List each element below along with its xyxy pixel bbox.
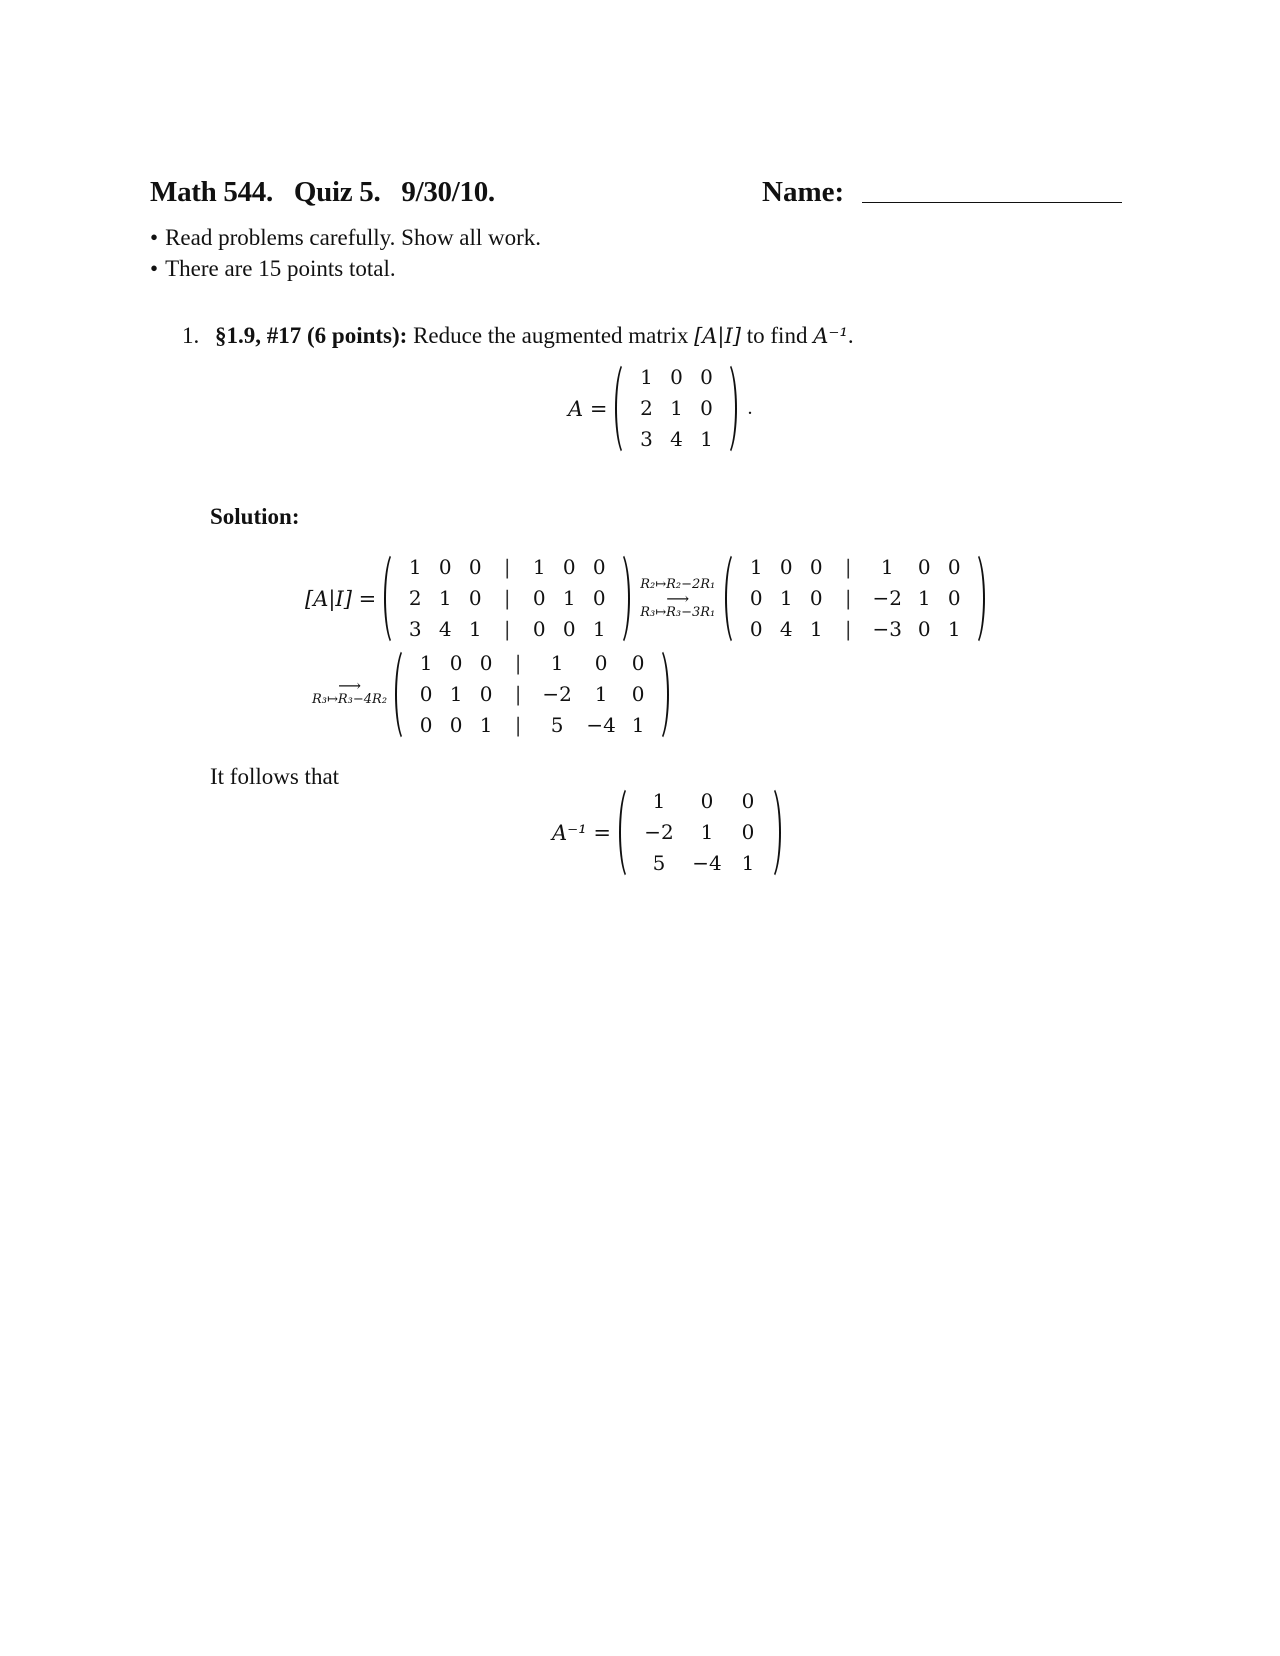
cell: 0	[449, 651, 463, 675]
cell: 0	[631, 651, 645, 675]
cell: 0	[917, 555, 931, 579]
cell: 0	[809, 555, 823, 579]
cell: 4	[438, 617, 452, 641]
cell: 1	[700, 820, 714, 844]
course-label: Math 544.	[150, 176, 273, 208]
inverse-label	[552, 821, 611, 845]
matrix-step1-grid	[737, 550, 973, 647]
divider: |	[503, 617, 511, 641]
left-paren	[725, 550, 737, 647]
cell: 1	[408, 555, 422, 579]
instruction-item: • Read problems carefully. Show all work.	[150, 222, 541, 253]
matrix-A-label	[568, 397, 607, 421]
arrow-icon: ⟶	[338, 675, 361, 695]
row-operation-2	[312, 675, 388, 709]
matrix-A-grid	[627, 360, 725, 457]
right-paren	[769, 784, 781, 881]
cell: 0	[594, 651, 608, 675]
cell: 0	[700, 396, 713, 420]
cell: 0	[562, 555, 576, 579]
divider: |	[503, 555, 511, 579]
left-paren	[395, 646, 407, 743]
period: .	[847, 323, 854, 348]
row-operation-1	[640, 576, 715, 622]
label-text: A =	[568, 396, 608, 421]
cell: 1	[947, 617, 961, 641]
augmented-lhs	[305, 587, 376, 611]
period: .	[747, 397, 753, 419]
cell: 1	[631, 713, 645, 737]
cell: 0	[562, 617, 576, 641]
arrow-icon: ⟶	[666, 588, 690, 608]
cell: 1	[741, 851, 755, 875]
cell: 0	[700, 789, 714, 813]
cell: 1	[479, 713, 493, 737]
cell: 0	[947, 555, 961, 579]
matrix-step2-grid	[407, 646, 657, 743]
reduction-step-2	[312, 646, 669, 743]
instruction-item: • There are 15 points total.	[150, 253, 541, 284]
cell: 0	[741, 789, 755, 813]
cell: −2	[542, 682, 572, 706]
right-paren	[657, 646, 669, 743]
cell: 1	[468, 617, 482, 641]
cell: 5	[550, 713, 564, 737]
cell: 1	[749, 555, 763, 579]
cell: 0	[631, 682, 645, 706]
cell: 1	[880, 555, 894, 579]
quiz-title	[150, 176, 495, 209]
divider: |	[514, 713, 522, 737]
cell: 0	[592, 586, 606, 610]
cell: −4	[586, 713, 616, 737]
cell: 4	[670, 427, 683, 451]
divider: |	[844, 617, 852, 641]
problem-statement	[182, 323, 854, 349]
cell: 0	[468, 586, 482, 610]
cell: 1	[779, 586, 793, 610]
quiz-date: 9/30/10.	[401, 176, 495, 208]
cell: 0	[419, 713, 433, 737]
row-op-text: R₃↦R₃−4R₂	[312, 691, 388, 707]
cell: 1	[592, 617, 606, 641]
divider: |	[514, 651, 522, 675]
cell: 1	[532, 555, 546, 579]
right-paren	[618, 550, 630, 647]
left-paren	[619, 784, 631, 881]
cell: 1	[652, 789, 666, 813]
cell: 0	[532, 586, 546, 610]
divider: |	[514, 682, 522, 706]
name-label: Name:	[762, 176, 845, 208]
left-paren	[615, 360, 627, 457]
cell: 1	[449, 682, 463, 706]
cell: 0	[947, 586, 961, 610]
matrix-step1	[725, 550, 985, 647]
problem-reference: §1.9, #17 (6 points):	[215, 323, 408, 348]
cell: 0	[700, 365, 713, 389]
cell: 1	[550, 651, 564, 675]
matrix-A-inverse-grid	[631, 784, 769, 881]
inverse-notation: A⁻¹	[813, 324, 848, 348]
matrix-A-display	[568, 360, 752, 457]
left-paren	[384, 550, 396, 647]
solution-label: Solution:	[210, 504, 300, 529]
right-paren	[973, 550, 985, 647]
cell: 2	[640, 396, 653, 420]
divider: |	[844, 555, 852, 579]
cell: 0	[479, 682, 493, 706]
cell: 1	[640, 365, 653, 389]
cell: 3	[640, 427, 653, 451]
cell: 0	[449, 713, 463, 737]
instructions-list	[150, 222, 541, 284]
cell: 0	[779, 555, 793, 579]
label-text: A⁻¹ =	[552, 820, 611, 845]
cell: 3	[408, 617, 422, 641]
problem-text: Reduce the augmented matrix	[413, 323, 689, 348]
cell: 0	[809, 586, 823, 610]
label-text: [A|I] =	[305, 586, 377, 611]
divider: |	[844, 586, 852, 610]
cell: −4	[692, 851, 722, 875]
right-paren	[725, 360, 737, 457]
cell: 1	[917, 586, 931, 610]
cell: 1	[438, 586, 452, 610]
conclusion-text: It follows that	[210, 764, 340, 789]
cell: 1	[419, 651, 433, 675]
row-op-text: R₂↦R₂−2R₁	[640, 576, 716, 592]
cell: 0	[479, 651, 493, 675]
cell: 5	[652, 851, 666, 875]
matrix-step0-grid	[396, 550, 618, 647]
problem-text: to find	[746, 323, 808, 348]
reduction-step-1	[305, 550, 985, 647]
cell: 4	[779, 617, 793, 641]
cell: 2	[408, 586, 422, 610]
cell: 0	[532, 617, 546, 641]
problem-number: 1.	[182, 323, 200, 348]
cell: 0	[468, 555, 482, 579]
cell: 1	[670, 396, 683, 420]
cell: 0	[749, 586, 763, 610]
cell: 0	[670, 365, 683, 389]
cell: −2	[872, 586, 902, 610]
augmented-notation: [A|I]	[694, 324, 741, 348]
matrix-step2	[395, 646, 669, 743]
cell: 1	[809, 617, 823, 641]
cell: 0	[592, 555, 606, 579]
cell: 1	[562, 586, 576, 610]
cell: −3	[872, 617, 902, 641]
row-op-text: R₃↦R₃−3R₁	[640, 604, 716, 620]
matrix-A	[615, 360, 737, 457]
cell: 0	[917, 617, 931, 641]
cell: 0	[438, 555, 452, 579]
matrix-A-inverse	[619, 784, 781, 881]
matrix-step0	[384, 550, 630, 647]
cell: −2	[644, 820, 674, 844]
name-blank-line	[862, 202, 1122, 203]
cell: 1	[700, 427, 713, 451]
cell: 1	[594, 682, 608, 706]
cell: 0	[749, 617, 763, 641]
quiz-label: Quiz 5.	[293, 176, 381, 208]
cell: 0	[419, 682, 433, 706]
divider: |	[503, 586, 511, 610]
cell: 0	[741, 820, 755, 844]
inverse-result-display	[552, 784, 781, 881]
